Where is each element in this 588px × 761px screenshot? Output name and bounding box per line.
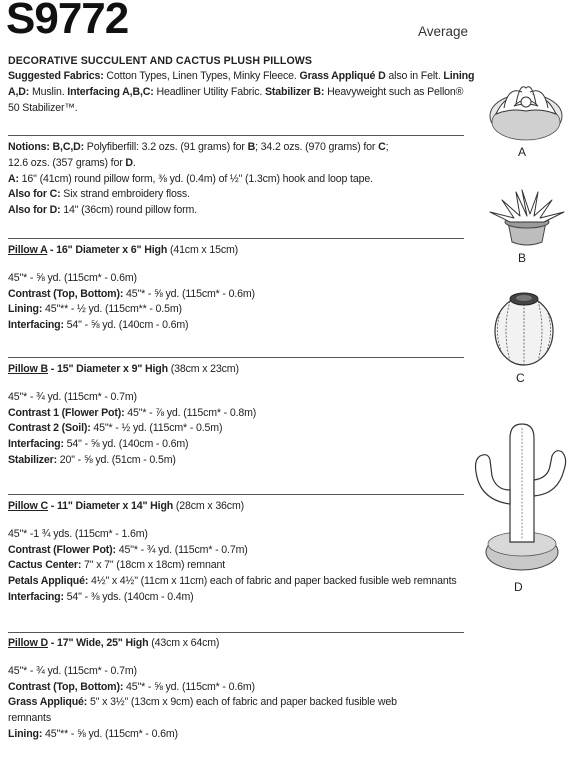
fabrics-interfacing-label: Interfacing A,B,C: bbox=[67, 85, 154, 98]
pillow-a-dims: - 16" Diameter x 6" High bbox=[47, 244, 168, 256]
pillow-c-section bbox=[8, 499, 468, 606]
notions-view: B bbox=[247, 141, 256, 153]
fabrics-text: Cotton Types, Linen Types, Minky Fleece. bbox=[103, 70, 300, 82]
notions-text: . bbox=[132, 156, 136, 169]
pillow-c-interfacing-label: Interfacing: bbox=[8, 590, 64, 603]
pillow-b-contrast2-value: 45"* - ½ yd. (115cm* - 0.5m) bbox=[90, 422, 223, 435]
pillow-c-dims: - 11" Diameter x 14" High bbox=[48, 500, 174, 512]
pillow-a-heading: Pillow A bbox=[8, 244, 48, 256]
divider bbox=[8, 357, 464, 358]
suggested-fabrics-block bbox=[8, 69, 475, 116]
pattern-number: S9772 bbox=[6, 0, 129, 43]
pillow-a-contrast-value: 45"* - ⅝ yd. (115cm* - 0.6m) bbox=[123, 287, 255, 300]
difficulty-label: Average bbox=[418, 24, 469, 39]
pillow-d-metric: (43cm x 64cm) bbox=[148, 637, 220, 649]
pillow-c-illustration bbox=[492, 289, 556, 369]
fabrics-grass-label: Grass Appliqué D bbox=[299, 70, 386, 82]
pillow-b-stabilizer-label: Stabilizer: bbox=[8, 453, 57, 466]
pillow-c-main-fabric: 45"* -1 ¾ yds. (115cm* - 1.6m) bbox=[8, 527, 148, 540]
divider bbox=[8, 238, 464, 239]
pillow-c-center-value: 7" x 7" (18cm x 18cm) remnant bbox=[81, 559, 225, 572]
notions-text: ; 34.2 ozs. (970 grams) for bbox=[255, 141, 379, 153]
pillow-d-section bbox=[8, 636, 468, 743]
pillow-b-metric: (38cm x 23cm) bbox=[167, 363, 239, 375]
pillow-b-section bbox=[8, 362, 468, 469]
pillow-d-grass-value: 5" x 3½" (13cm x 9cm) each of fabric and paper backed fusible web bbox=[87, 696, 397, 709]
fabrics-lining-label: Lining bbox=[443, 70, 475, 82]
figure-d-label: D bbox=[514, 580, 523, 594]
fabrics-text: Heavyweight such as Pellon® bbox=[324, 85, 464, 98]
pillow-b-heading: Pillow B bbox=[8, 363, 49, 375]
pillow-a-metric: (41cm x 15cm) bbox=[167, 244, 239, 256]
pillow-c-petals-label: Petals Appliqué: bbox=[8, 575, 89, 588]
pillow-a-lining-label: Lining: bbox=[8, 303, 43, 316]
pillow-c-petals-value: 4½" x 4½" (11cm x 11cm) each of fabric and paper backed fusible web remnants bbox=[88, 575, 457, 588]
pillow-d-lining-label: Lining: bbox=[8, 727, 43, 740]
pillow-a-interfacing-label: Interfacing: bbox=[8, 319, 64, 332]
figure-c-label: C bbox=[516, 371, 525, 385]
pillow-b-contrast1-label: Contrast 1 (Flower Pot): bbox=[8, 406, 125, 419]
pillow-c-metric: (28cm x 36cm) bbox=[173, 500, 245, 512]
pillow-b-stabilizer-value: 20" - ⅝ yd. (51cm - 0.5m) bbox=[56, 453, 176, 466]
fabrics-stabilizer-label: Stabilizer B: bbox=[265, 85, 325, 98]
pillow-c-interfacing-value: 54" - ⅜ yds. (140cm - 0.4m) bbox=[63, 590, 194, 603]
pillow-c-center-label: Cactus Center: bbox=[8, 559, 82, 572]
fabrics-text: Muslin. bbox=[29, 85, 68, 98]
fabrics-text: also in Felt. bbox=[385, 70, 444, 82]
pillow-c-contrast-label: Contrast (Flower Pot): bbox=[8, 543, 116, 556]
notions-label: Also for D: bbox=[8, 204, 61, 217]
pillow-d-illustration bbox=[466, 420, 574, 576]
pillow-d-dims: - 17" Wide, 25" High bbox=[48, 637, 149, 649]
notions-text: ; bbox=[385, 141, 389, 153]
pillow-d-heading: Pillow D bbox=[8, 637, 49, 649]
notions-label: Also for C: bbox=[8, 188, 61, 201]
notions-text: 14" (36cm) round pillow form. bbox=[60, 204, 197, 217]
notions-block bbox=[8, 140, 468, 219]
pillow-d-grass-label: Grass Appliqué: bbox=[8, 696, 88, 709]
pillow-d-grass-value-cont: remnants bbox=[8, 712, 51, 725]
pillow-a-main-fabric: 45"* - ⅝ yd. (115cm* - 0.6m) bbox=[8, 271, 137, 284]
notions-text: Six strand embroidery floss. bbox=[60, 188, 190, 201]
pillow-a-contrast-label: Contrast (Top, Bottom): bbox=[8, 287, 124, 300]
pillow-c-heading: Pillow C bbox=[8, 500, 49, 512]
pillow-b-main-fabric: 45"* - ¾ yd. (115cm* - 0.7m) bbox=[8, 390, 137, 403]
notions-view: C bbox=[378, 141, 386, 153]
fabrics-label: Suggested Fabrics: bbox=[8, 70, 104, 82]
pillow-b-interfacing-label: Interfacing: bbox=[8, 438, 64, 451]
divider bbox=[8, 632, 464, 633]
pillow-d-contrast-label: Contrast (Top, Bottom): bbox=[8, 680, 124, 693]
pillow-d-main-fabric: 45"* - ¾ yd. (115cm* - 0.7m) bbox=[8, 664, 137, 677]
pillow-b-interfacing-value: 54" - ⅝ yd. (140cm - 0.6m) bbox=[63, 438, 189, 451]
notions-label: Notions: B,C,D: bbox=[8, 141, 85, 153]
pillow-d-lining-value: 45"** - ⅝ yd. (115cm* - 0.6m) bbox=[42, 727, 178, 740]
fabrics-text: 50 Stabilizer™. bbox=[8, 101, 78, 114]
pattern-title: DECORATIVE SUCCULENT AND CACTUS PLUSH PILLOWS bbox=[8, 55, 313, 67]
pillow-a-illustration bbox=[486, 78, 566, 144]
notions-view: A: bbox=[8, 172, 19, 185]
notions-text: 16" (41cm) round pillow form, ⅜ yd. (0.4m) of ½" (1.3cm) hook and loop tape. bbox=[18, 172, 373, 185]
figure-b-label: B bbox=[518, 251, 527, 265]
divider bbox=[8, 494, 464, 495]
figure-a-label: A bbox=[518, 145, 527, 159]
pillow-b-dims: - 15" Diameter x 9" High bbox=[48, 363, 168, 375]
notions-text: 12.6 ozs. (357 grams) for bbox=[8, 156, 126, 169]
fabrics-text: Headliner Utility Fabric. bbox=[153, 85, 265, 98]
divider bbox=[8, 135, 464, 136]
pillow-a-interfacing-value: 54" - ⅝ yd. (140cm - 0.6m) bbox=[63, 319, 189, 332]
pillow-b-contrast2-label: Contrast 2 (Soil): bbox=[8, 422, 91, 435]
pillow-b-illustration bbox=[486, 186, 568, 246]
pillow-c-contrast-value: 45"* - ¾ yd. (115cm* - 0.7m) bbox=[115, 543, 248, 556]
fabrics-lining-views: A,D: bbox=[8, 85, 30, 98]
pillow-a-lining-value: 45"** - ½ yd. (115cm** - 0.5m) bbox=[42, 303, 182, 316]
pillow-b-contrast1-value: 45"* - ⅞ yd. (115cm* - 0.8m) bbox=[124, 406, 257, 419]
pillow-a-section bbox=[8, 243, 468, 334]
pillow-d-contrast-value: 45"* - ⅝ yd. (115cm* - 0.6m) bbox=[123, 680, 255, 693]
notions-text: Polyfiberfill: 3.2 ozs. (91 grams) for bbox=[84, 141, 248, 153]
notions-view: D bbox=[125, 156, 133, 169]
